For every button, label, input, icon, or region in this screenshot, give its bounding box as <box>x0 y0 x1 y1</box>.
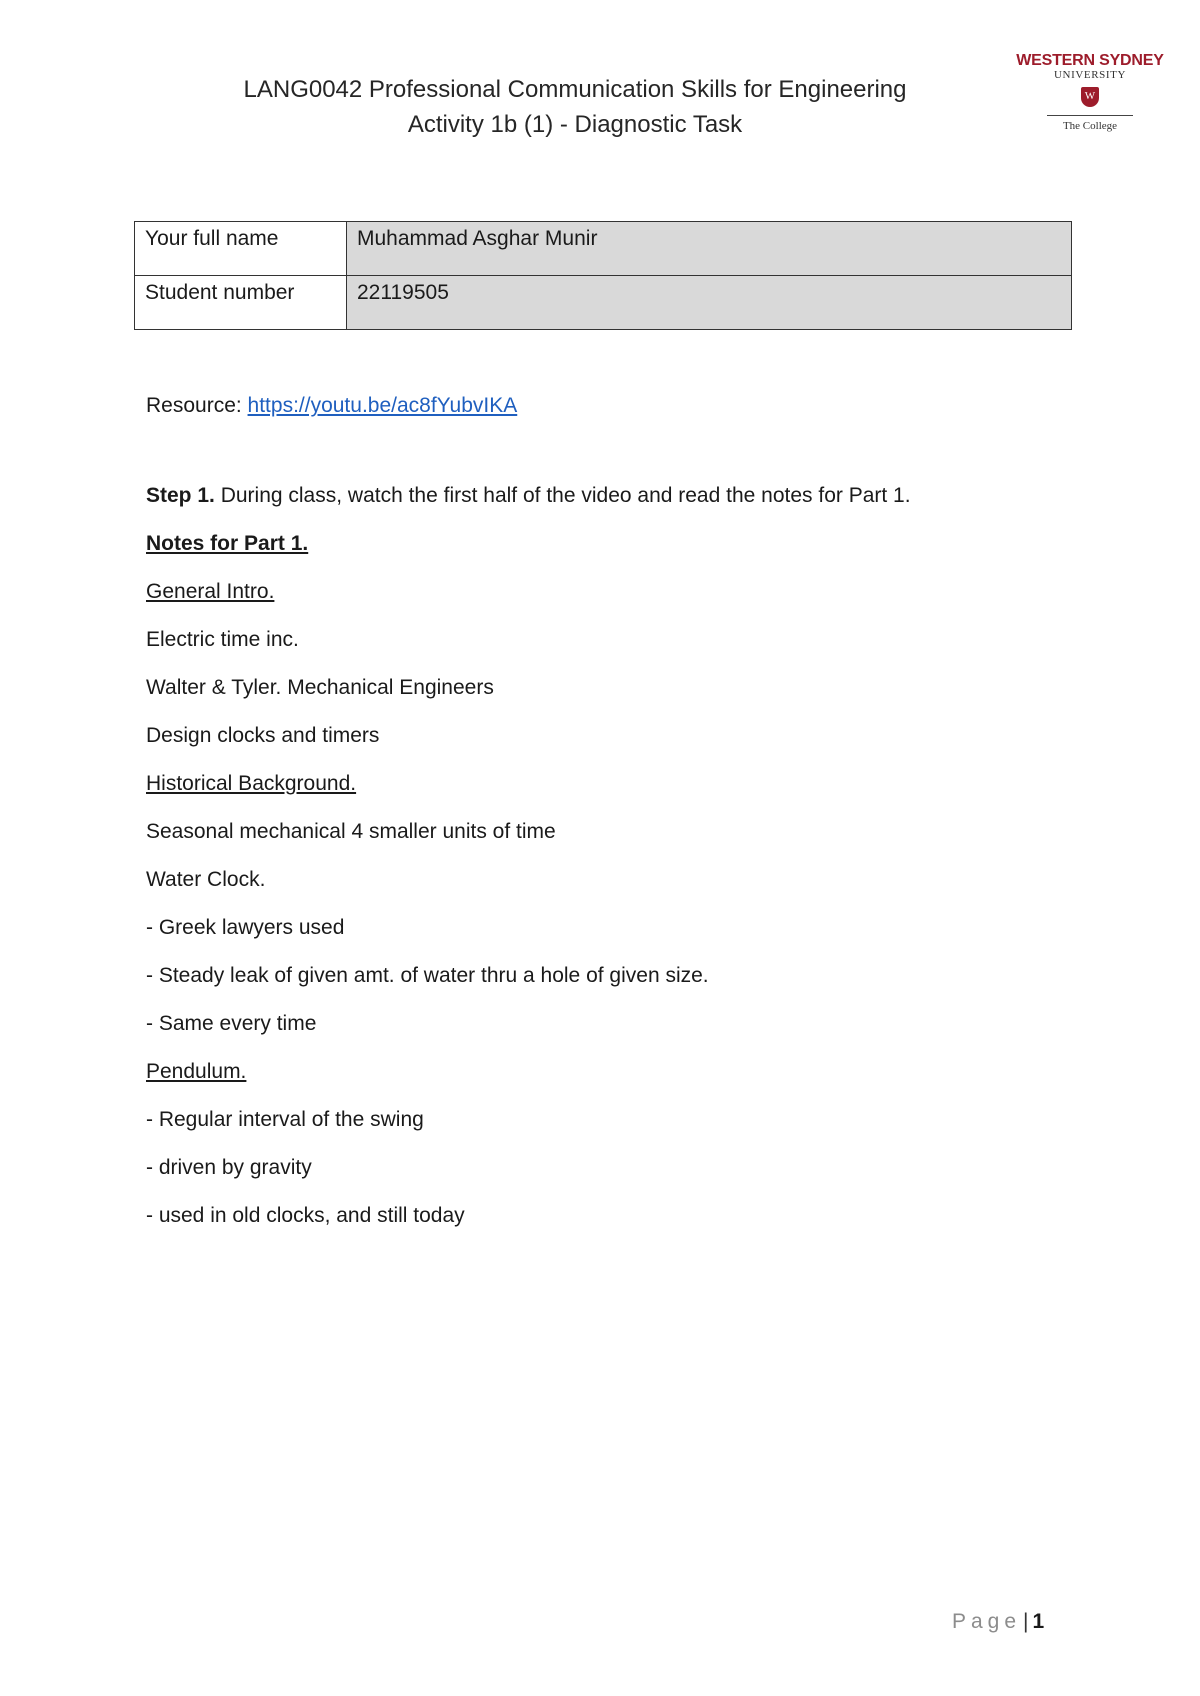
course-title: LANG0042 Professional Communication Skills for Engineering <box>243 76 907 103</box>
notes-heading: Notes for Part 1. <box>146 532 309 555</box>
step1-text: During class, watch the first half of the video and read the notes for Part 1. <box>214 484 911 507</box>
resource-line <box>146 393 517 419</box>
page-number: 1 <box>1032 1610 1045 1633</box>
page-separator: | <box>1023 1610 1029 1633</box>
note-line: - driven by gravity <box>146 1156 312 1179</box>
step1-paragraph <box>146 483 911 509</box>
page-footer <box>952 1610 1044 1634</box>
student-info-table <box>134 221 1072 330</box>
note-line: Design clocks and timers <box>146 724 380 747</box>
section-heading: Historical Background. <box>146 772 357 795</box>
logo-brand-text: WESTERN SYDNEY <box>1016 52 1164 69</box>
note-line: - Steady leak of given amt. of water thru a hole of given size. <box>146 964 709 987</box>
note-line: - Regular interval of the swing <box>146 1108 424 1131</box>
university-logo <box>1010 52 1170 152</box>
note-line: Water Clock. <box>146 868 266 891</box>
note-line: Walter & Tyler. Mechanical Engineers <box>146 676 494 699</box>
note-line: Seasonal mechanical 4 smaller units of time <box>146 820 556 843</box>
resource-label: Resource: <box>146 394 248 417</box>
table-row <box>135 276 1072 330</box>
logo-university-text: UNIVERSITY <box>1054 69 1126 81</box>
shield-icon: W <box>1081 87 1099 107</box>
note-line: - used in old clocks, and still today <box>146 1204 465 1227</box>
note-line: Electric time inc. <box>146 628 299 651</box>
name-field[interactable]: Muhammad Asghar Munir <box>347 222 1072 276</box>
activity-title: Activity 1b (1) - Diagnostic Task <box>407 111 743 138</box>
student-number-field[interactable]: 22119505 <box>347 276 1072 330</box>
student-number-label: Student number <box>135 276 347 330</box>
section-heading: General Intro. <box>146 580 275 603</box>
table-row <box>135 222 1072 276</box>
step1-lead: Step 1. <box>146 484 215 507</box>
resource-link[interactable]: https://youtu.be/ac8fYubvIKA <box>247 394 518 417</box>
logo-college-text: The College <box>1062 120 1118 132</box>
logo-divider <box>1047 115 1133 116</box>
note-line: - Same every time <box>146 1012 317 1035</box>
section-heading: Pendulum. <box>146 1060 247 1083</box>
note-line: - Greek lawyers used <box>146 916 345 939</box>
page-word: Page <box>952 1610 1022 1633</box>
name-label: Your full name <box>135 222 347 276</box>
